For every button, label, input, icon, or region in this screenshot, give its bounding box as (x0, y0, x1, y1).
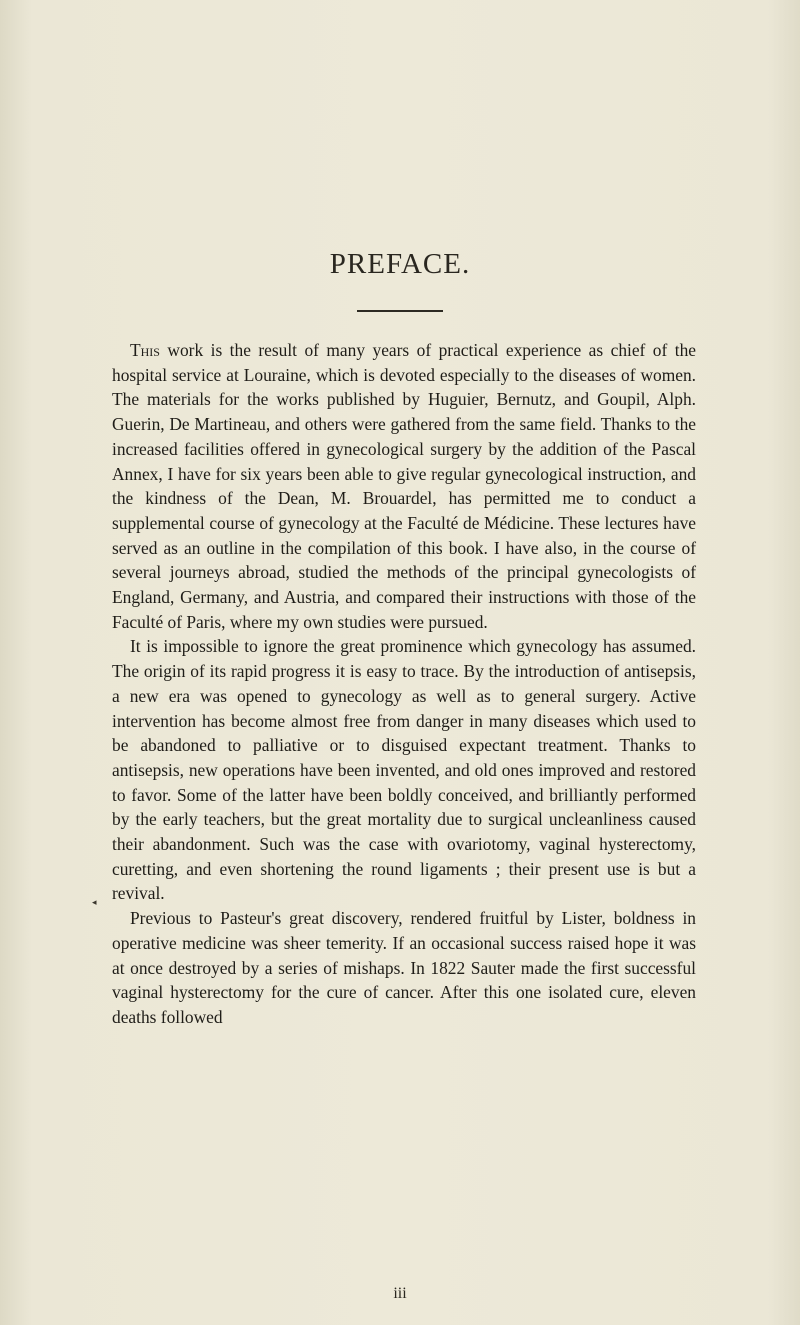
page-number: iii (393, 1285, 407, 1302)
preface-body (112, 338, 696, 1030)
paragraph-lead-word: This (130, 340, 160, 360)
margin-mark: ◂ (92, 898, 97, 908)
paragraph-1-text: work is the result of many years of practical experience as chief of the hospital service at Louraine, which is devoted especially to the diseases of women. The materials for the works published by Huguier, Bernutz, and Goupil, Alph. Guerin, De Martineau, and others were gathered from the same field. Thanks to the increased facilities offered in gynecological surgery by the addition of the Pascal Annex, I have for six years been able to give regular gynecological instruction, and the kindness of the Dean, M. Brouardel, has permitted me to conduct a supplemental course of gynecology at the Faculté de Médicine. These lectures have served as an outline in the compilation of this book. I have also, in the course of several journeys abroad, studied the methods of the principal gynecologists of England, Germany, and Austria, and compared their instructions with those of the Faculté of Paris, where my own studies were pursued. (112, 340, 696, 632)
paragraph-2: It is impossible to ignore the great prominence which gynecology has assumed. The origin of its rapid progress it is easy to trace. By the introduction of antisepsis, a new era was opened to gynecology as well as to general surgery. Active intervention has become almost free from danger in many diseases which used to be abandoned to palliative or to disguised expectant treatment. Thanks to antisepsis, new operations have been invented, and old ones improved and restored to favor. Some of the latter have been boldly conceived, and brilliantly performed by the early teachers, but the great mortality due to surgical uncleanliness caused their abandonment. Such was the case with ovariotomy, vaginal hysterectomy, curetting, and even shortening the round ligaments ; their present use is but a revival. (112, 636, 696, 904)
heading-rule (357, 310, 443, 312)
paragraph-1 (112, 338, 696, 634)
page-heading: PREFACE. (329, 248, 471, 280)
paragraph-3: Previous to Pasteur's great discovery, rendered fruitful by Lister, boldness in operative medicine was sheer temerity. If an occasional success raised hope it was at once destroyed by a series of mishaps. In 1822 Sauter made the first successful vaginal hysterectomy for the cure of cancer. After this one isolated cure, eleven deaths followed (112, 908, 696, 1027)
